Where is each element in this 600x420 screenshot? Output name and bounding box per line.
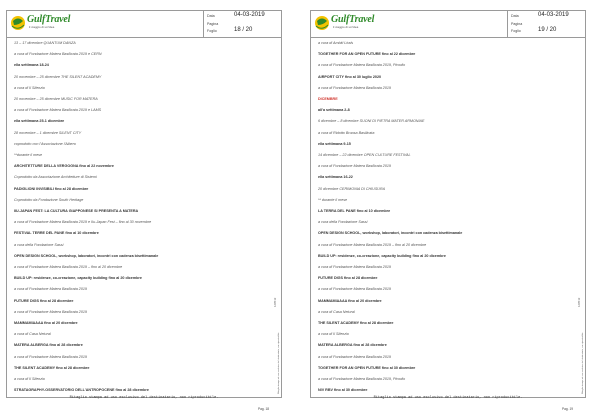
text-line: OPEN DESIGN SCHOOL, workshop, laboratori, incontri con cadenza bisettimanale xyxy=(318,231,463,236)
section-heading: DICEMBRE xyxy=(318,97,338,101)
page-number: Pag. 19 xyxy=(562,407,573,411)
text-line: a cura di Ambiti Lirals xyxy=(318,41,354,45)
text-line: THE SILENT ACADEMY fino al 28 dicembre xyxy=(318,321,394,325)
side-note: Ritaglio stampa ad uso esclusivo del destinatario, non riproducibile. xyxy=(278,332,280,394)
text-line: ella settimana 18-24 xyxy=(14,63,49,68)
text-line: a cura di Fondazione Matera Basilicata 2019 – fino al 20 dicembre xyxy=(318,242,427,247)
page-header xyxy=(311,11,585,38)
text-line: ella settimana 16-22 xyxy=(318,175,353,180)
text-line: a cura di Casa Netural xyxy=(14,332,51,337)
text-line: a cura della Fondazione Sassi xyxy=(318,220,368,225)
side-code: 128513 xyxy=(273,297,277,307)
folio-value: 19 / 20 xyxy=(538,27,557,33)
text-line: a cura di Fondazione Matera Basilicata 2019 xyxy=(318,164,391,169)
date-label: Data xyxy=(511,14,519,18)
globe-icon xyxy=(314,13,332,33)
folio-value: 18 / 20 xyxy=(234,27,253,33)
page-meta xyxy=(507,11,588,37)
date-label: Data xyxy=(207,14,215,18)
brand-name: GulfTravel xyxy=(331,14,375,25)
text-line: 6 dicembre – 8 dicembre SUONI DI PIETRA MATER ARMONIAE xyxy=(318,119,425,124)
text-line: NIV RBV fino al 30 dicembre xyxy=(318,388,368,393)
page-number: Pag. 18 xyxy=(258,407,269,411)
text-line: IIU-JAPAN FEST: LA CULTURA GIAPPONESE SI PRESENTA A MATERA xyxy=(14,209,139,213)
text-line: FUTURE DIGS fino al 28 dicembre xyxy=(14,298,74,303)
text-line: FUTURE DIGS fino al 28 dicembre xyxy=(318,276,378,281)
text-line: ** durante il mese xyxy=(318,197,348,202)
text-line: a cura di Il Silenzio xyxy=(14,85,45,90)
text-line: a cura di Fondazione Matera Basilicata 2019 e IIu-Japan Fest – fino al 30 novembre xyxy=(14,220,152,225)
text-line: a cura di Fondazione Matera Basilicata 2019 xyxy=(318,354,391,359)
text-line: a cura della Fondazione Sassi xyxy=(14,242,64,247)
folio-label: Foglio xyxy=(511,29,521,33)
text-line: 13 – 17 dicembre QUANTUM DANZA xyxy=(14,41,76,45)
text-line: all'a settimana 2-8 xyxy=(318,108,350,113)
text-line: a cura di Fondazione Matera Basilicata 2019 xyxy=(14,309,87,314)
brand-logo xyxy=(10,13,71,33)
text-line: 28 novembre – 1 dicembre SILENT CITY xyxy=(14,130,82,135)
brand-logo xyxy=(314,13,375,33)
text-line: a cura di Fondazione Matera Basilicata 2019 xyxy=(318,85,391,90)
text-line: THE SILENT ACADEMY fino al 28 dicembre xyxy=(14,365,90,370)
text-line: LA TERRA DEL PANE fino al 10 dicembre xyxy=(318,209,391,213)
text-line: BUILD UP: residenze, co-creazione, capacity building fino al 20 dicembre xyxy=(14,276,142,281)
text-line: OPEN DESIGN SCHOOL, workshop, laboratori, incontri con cadenza bisettimanale xyxy=(14,253,159,258)
text-line: coprodotto con l'Associazione l'Albero xyxy=(14,141,76,146)
text-line: a cura di Ridotto Bruosa Basilicata xyxy=(318,130,375,135)
text-line: a cura di Fondazione Matera Basilicata 2019 xyxy=(14,354,87,359)
text-line: ella settimana 25-1 dicembre xyxy=(14,119,65,124)
text-line: 14 dicembre – 22 dicembre OPEN CULTURE FESTIVAL xyxy=(318,153,411,157)
text-line: a cura di Fondazione Matera Basilicata 2019 xyxy=(318,265,391,269)
folio-label: Foglio xyxy=(207,29,217,33)
text-line: MATERA ALBERGA fino al 28 dicembre xyxy=(14,343,83,348)
text-line: FESTIVAL TERRE DEL PANE fino al 10 dicembre xyxy=(14,231,99,236)
date-value: 04-03-2019 xyxy=(234,12,265,18)
document-page-left xyxy=(6,10,282,398)
brand-tagline: il viaggio di un'idea xyxy=(333,25,359,29)
document-page-right xyxy=(310,10,586,398)
text-line: a cura di Casa Netural xyxy=(318,309,355,314)
side-code: 128513 xyxy=(577,297,581,307)
page-label: Pagina xyxy=(207,22,219,26)
text-line: TOGETHER FOR AN OPEN FUTURE fino al 22 dicembre xyxy=(318,52,416,57)
text-line: 20 novembre – 25 dicembre THE SILENT ACADEMY xyxy=(14,74,102,79)
brand-tagline: il viaggio di un'idea xyxy=(29,25,55,29)
text-line: TOGETHER FOR AN OPEN FUTURE fino al 30 dicembre xyxy=(318,365,416,370)
text-line: a cura di Fondazione Matera Basilicata 2019 xyxy=(14,287,87,292)
text-line: Coprodotto da Fondazione South Heritage xyxy=(14,197,84,202)
text-line: a cura di Fondazione Matera Basilicata 2019 xyxy=(318,287,391,292)
text-line: a cura di Fondazione Matera Basilicata 2019 e LAMS xyxy=(14,108,102,113)
footer-note: Ritaglio stampa ad uso esclusivo del destinatario, non riproducibile. xyxy=(373,396,523,400)
text-line: STRATAGRAPHY-OSSERVATORIO DELL'ANTROPOCENE fino al 28 dicembre xyxy=(14,388,149,393)
text-line: MAMMAMIAAAA fino al 20 dicembre xyxy=(318,298,382,303)
text-line: ARCHITETTURE DELLA VERGOGNA fino al 22 novembre xyxy=(14,164,114,169)
text-line: a cura di Fondazione Matera Basilicata 2019, Picodio xyxy=(318,63,406,68)
page-meta xyxy=(203,11,284,37)
text-line: **durante il mese xyxy=(14,153,43,157)
text-line: a cura di Fondazione Matera Basilicata 2019, Picodio xyxy=(318,377,406,381)
text-line: 20 dicembre CERIMONIA DI CHIUSURA xyxy=(318,186,386,191)
text-line: MAMMAMIAAAA fino al 20 dicembre xyxy=(14,321,78,325)
globe-icon xyxy=(10,13,28,33)
date-value: 04-03-2019 xyxy=(538,12,569,18)
text-line: PADIGLIONI INVISIBILI fino al 28 dicembre xyxy=(14,186,89,191)
footer-note: Ritaglio stampa ad uso esclusivo del destinatario, non riproducibile. xyxy=(69,396,219,400)
text-line: a cura di Fondazione Matera Basilicata 2019 e CERN xyxy=(14,52,102,57)
text-line: AIRPORT CITY fino al 30 luglio 2020 xyxy=(318,74,382,79)
page-label: Pagina xyxy=(511,22,523,26)
text-line: a cura di Il Silenzio xyxy=(14,377,45,381)
text-line: 20 novembre – 25 dicembre MUSIC FOR MATERA xyxy=(14,97,98,101)
text-line: ella settimana 9-15 xyxy=(318,141,351,146)
side-note: Ritaglio stampa ad uso esclusivo del destinatario, non riproducibile. xyxy=(582,332,584,394)
text-line: MATERA ALBERGA fino al 28 dicembre xyxy=(318,343,387,348)
text-line: BUILD UP: residenze, co-creazione, capacity building fino al 20 dicembre xyxy=(318,253,446,258)
text-line: a cura di Il Silenzio xyxy=(318,332,349,337)
text-line: Coprodotto da Associazione Architetture di Sistemi xyxy=(14,175,97,180)
text-line: a cura di Fondazione Matera Basilicata 2019 – fino al 20 dicembre xyxy=(14,265,123,269)
brand-name: GulfTravel xyxy=(27,14,71,25)
page-header xyxy=(7,11,281,38)
